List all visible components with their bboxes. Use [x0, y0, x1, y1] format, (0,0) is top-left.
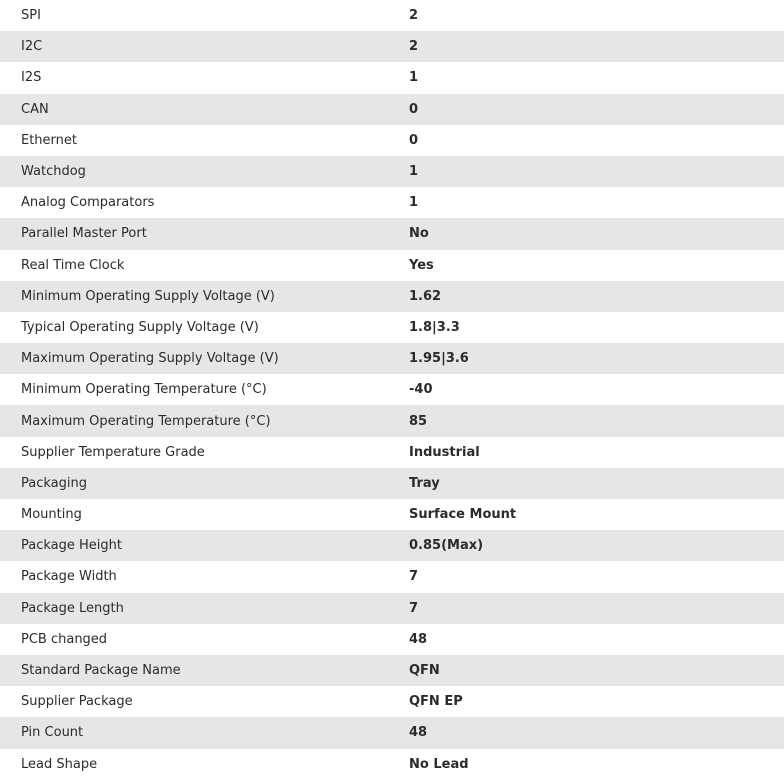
spec-label: I2S: [21, 70, 42, 86]
spec-value: QFN EP: [409, 694, 463, 710]
spec-label: I2C: [21, 39, 43, 55]
spec-value: 0.85(Max): [409, 538, 484, 554]
spec-value: 1: [409, 164, 419, 180]
spec-value: Yes: [409, 257, 434, 273]
spec-label: CAN: [21, 101, 49, 117]
spec-value: 0: [409, 132, 419, 148]
spec-row-ethernet: [0, 125, 784, 156]
spec-value: 0: [409, 101, 419, 117]
spec-value: 2: [409, 39, 419, 55]
spec-label: Standard Package Name: [21, 663, 181, 679]
spec-row-package-width: [0, 561, 784, 592]
spec-label: PCB changed: [21, 631, 108, 647]
spec-row-mounting: [0, 499, 784, 530]
spec-label: Lead Shape: [21, 756, 98, 772]
spec-value: 1.8|3.3: [409, 319, 460, 335]
spec-value: 1.62: [409, 288, 442, 304]
spec-row-spi: [0, 0, 784, 31]
spec-row-standard-package-name: [0, 655, 784, 686]
spec-row-watchdog: [0, 156, 784, 187]
spec-label: Supplier Package: [21, 694, 133, 710]
spec-label: Watchdog: [21, 164, 86, 180]
spec-row-analog-comparators: [0, 187, 784, 218]
spec-row-min-supply-voltage: [0, 281, 784, 312]
spec-label: Maximum Operating Supply Voltage (V): [21, 351, 279, 367]
spec-label: Mounting: [21, 507, 82, 523]
spec-label: SPI: [21, 8, 41, 24]
spec-value: 1: [409, 195, 419, 211]
spec-row-max-temperature: [0, 405, 784, 436]
spec-value: 7: [409, 600, 419, 616]
spec-value: Tray: [409, 475, 440, 491]
spec-row-parallel-master-port: [0, 218, 784, 249]
spec-label: Real Time Clock: [21, 257, 125, 273]
spec-row-min-temperature: [0, 374, 784, 405]
spec-row-i2s: [0, 62, 784, 93]
spec-row-can: [0, 94, 784, 125]
spec-row-packaging: [0, 468, 784, 499]
spec-row-typ-supply-voltage: [0, 312, 784, 343]
spec-row-pin-count: [0, 717, 784, 748]
spec-row-real-time-clock: [0, 250, 784, 281]
spec-value: 48: [409, 725, 428, 741]
spec-value: 7: [409, 569, 419, 585]
spec-label: Supplier Temperature Grade: [21, 444, 205, 460]
spec-value: QFN: [409, 663, 440, 679]
spec-value: 85: [409, 413, 428, 429]
spec-label: Ethernet: [21, 132, 77, 148]
spec-value: 48: [409, 631, 428, 647]
spec-label: Package Length: [21, 600, 124, 616]
spec-row-i2c: [0, 31, 784, 62]
spec-row-pcb-changed: [0, 624, 784, 655]
spec-label: Pin Count: [21, 725, 84, 741]
spec-label: Minimum Operating Supply Voltage (V): [21, 288, 275, 304]
spec-label: Package Width: [21, 569, 117, 585]
spec-value: Surface Mount: [409, 507, 517, 523]
spec-value: No: [409, 226, 429, 242]
spec-value: No Lead: [409, 756, 469, 772]
spec-label: Maximum Operating Temperature (°C): [21, 413, 271, 429]
spec-label: Minimum Operating Temperature (°C): [21, 382, 267, 398]
spec-row-package-height: [0, 530, 784, 561]
spec-label: Packaging: [21, 475, 87, 491]
spec-row-temperature-grade: [0, 437, 784, 468]
spec-value: 1: [409, 70, 419, 86]
spec-value: -40: [409, 382, 433, 398]
spec-label: Typical Operating Supply Voltage (V): [21, 319, 259, 335]
spec-row-lead-shape: [0, 749, 784, 780]
spec-value: 2: [409, 8, 419, 24]
spec-label: Analog Comparators: [21, 195, 155, 211]
spec-label: Package Height: [21, 538, 122, 554]
spec-row-max-supply-voltage: [0, 343, 784, 374]
spec-value: Industrial: [409, 444, 480, 460]
spec-row-package-length: [0, 593, 784, 624]
spec-row-supplier-package: [0, 686, 784, 717]
spec-value: 1.95|3.6: [409, 351, 469, 367]
spec-label: Parallel Master Port: [21, 226, 147, 242]
